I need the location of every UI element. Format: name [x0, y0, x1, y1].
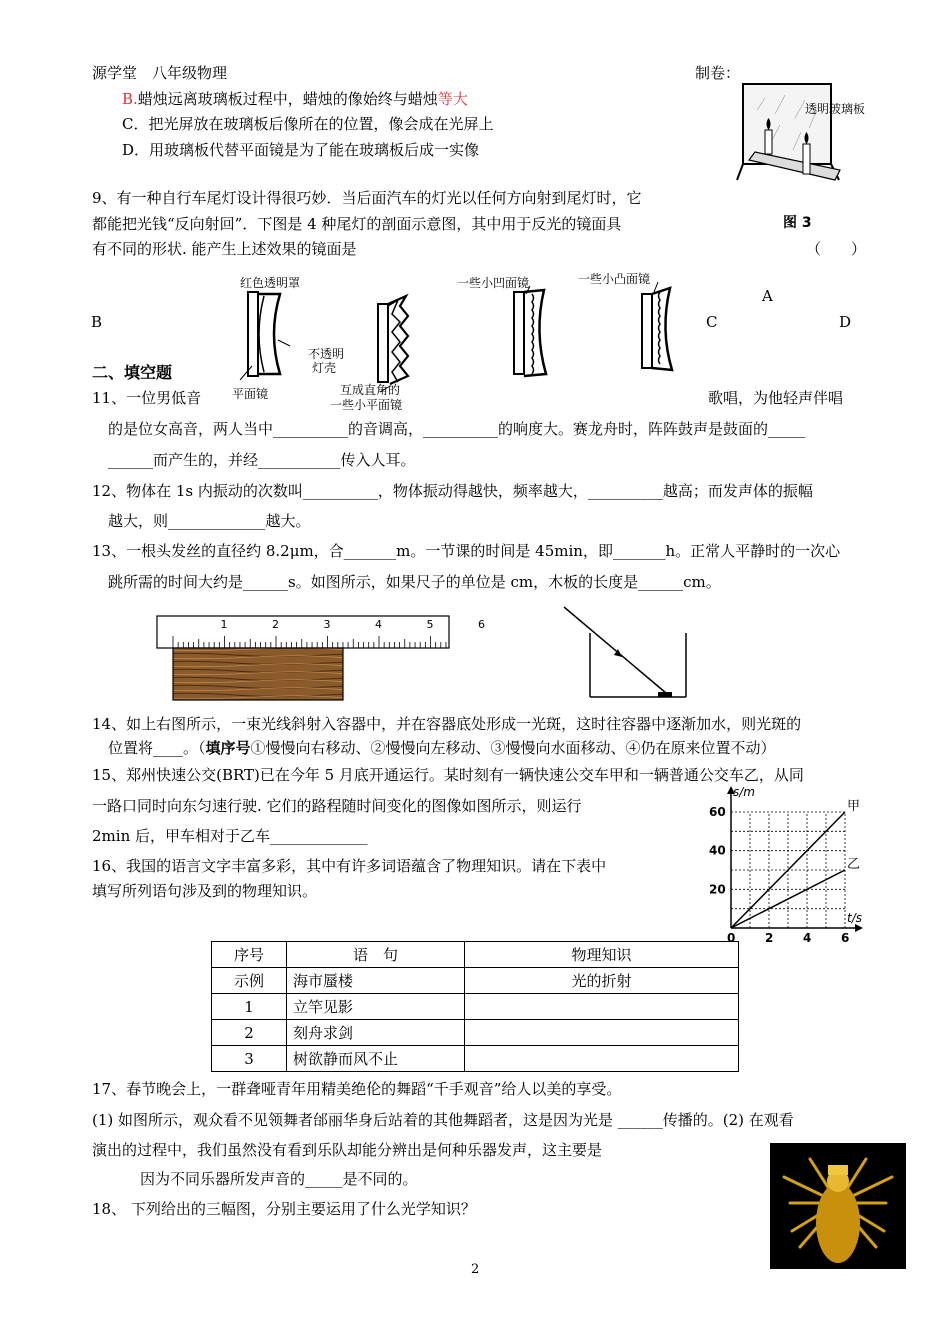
ruler-tick-label: 1: [220, 618, 228, 631]
x-tick-label: 0: [727, 931, 736, 945]
q11-line1a: 11、一位男低音: [92, 389, 202, 407]
row-sentence: 立竿见影: [287, 994, 465, 1020]
q13-line1: 13、一根头发丝的直径约 8.2μm，合_______m。一节课的时间是 45min，即_______h。正常人平静时的一次心: [92, 542, 841, 560]
row-index: 示例: [212, 968, 287, 994]
ruler-tick-label: 2: [272, 618, 279, 631]
option-d: D: [839, 313, 852, 331]
x-tick-label: 6: [841, 931, 850, 945]
glass-plate-label: 透明玻璃板: [805, 102, 866, 116]
y-tick-label: 40: [709, 843, 726, 858]
figure-3-caption: 图 3: [783, 215, 812, 231]
row-sentence: 树欲静而风不止: [287, 1046, 465, 1072]
glass-plate-figure: [735, 80, 865, 190]
q14-line2a: 位置将____。（: [108, 739, 206, 757]
thousand-hand-guanyin-photo: [770, 1143, 906, 1269]
q8-b-text: 蜡烛远离玻璃板过程中，蜡烛的像始终与蜡烛: [137, 90, 438, 108]
physics-knowledge-table: [211, 941, 739, 1072]
ruler-figure: [155, 612, 485, 704]
container-light-figure: [560, 605, 695, 700]
q17-line2: (1) 如图所示，观众看不见领舞者邰丽华身后站着的其他舞蹈者，这是因为光是 ______传播的。(2) 在观看: [92, 1111, 794, 1129]
row-index: 2: [212, 1020, 287, 1046]
q15-line1: 15、郑州快速公交(BRT)已在今年 5 月底开通运行。某时刻有一辆快速公交车甲和一辆普通公交车乙，从同: [92, 766, 804, 784]
row-index: 1: [212, 994, 287, 1020]
q8-b-red: 等大: [437, 90, 468, 108]
q14-line2c: ①慢慢向右移动、②慢慢向左移动、③慢慢向水面移动、④仍在原来位置不动）: [250, 739, 776, 757]
series-label: 甲: [847, 799, 861, 814]
ruler-tick-label: 6: [478, 618, 485, 631]
ruler-tick-label: 4: [375, 618, 382, 631]
tail-light-diagrams: [230, 270, 690, 410]
row-index: 3: [212, 1046, 287, 1072]
table-row: [212, 994, 739, 1020]
q8-option-b: [122, 88, 468, 109]
q17-line3: 演出的过程中，我们虽然没有看到乐队却能分辨出是何种乐器发声，这主要是: [92, 1141, 603, 1159]
page-number: 2: [471, 1262, 480, 1277]
series-label: 乙: [847, 857, 861, 872]
header-knowledge: 物理知识: [465, 942, 739, 968]
q9-line3: 有不同的形状. 能产生上述效果的镜面是: [92, 240, 357, 258]
y-tick-label: 20: [709, 882, 726, 897]
header-index: 序号: [212, 942, 287, 968]
x-tick-label: 2: [765, 931, 774, 945]
q12-line2: 越大，则_____________越大。: [108, 512, 311, 530]
q17-line4: 因为不同乐器所发声音的_____是不同的。: [140, 1170, 418, 1188]
table-header-row: [212, 942, 739, 968]
y-axis-label: s/m: [733, 785, 755, 799]
row-knowledge[interactable]: [465, 1046, 739, 1072]
ruler-tick-label: 5: [426, 618, 434, 631]
q18-line1: 18、 下列给出的三幅图，分别主要运用了什么光学知识？: [92, 1200, 476, 1218]
q8-b-label: B.: [122, 90, 138, 108]
q9-line1: 9、有一种自行车尾灯设计得很巧妙．当后面汽车的灯光以任何方向射到尾灯时，它: [92, 189, 642, 207]
row-knowledge[interactable]: [465, 994, 739, 1020]
chart-axis-labels: [709, 785, 862, 945]
table-row: [212, 1046, 739, 1072]
q9-answer-paren: （ ）: [806, 240, 867, 258]
q15-line3: 2min 后，甲车相对于乙车_____________: [92, 827, 368, 845]
table-row: [212, 968, 739, 994]
q9-line2: 都能把光钱“反向射回”．下图是 4 种尾灯的剖面示意图，其中用于反光的镜面具: [92, 215, 622, 233]
q14-line2: [108, 737, 776, 758]
table-row: [212, 1020, 739, 1046]
ruler-tick-label: 3: [323, 618, 331, 631]
section-title-fill-blank: 二、填空题: [92, 363, 173, 382]
q17-line1: 17、春节晚会上，一群聋哑青年用精美绝伦的舞蹈“千手观音”给人以美的享受。: [92, 1080, 622, 1098]
row-sentence: 海市蜃楼: [287, 968, 465, 994]
q14-line2b: 填序号: [205, 739, 251, 757]
q11-line1b: 歌唱，为他轻声伴唱: [708, 389, 844, 407]
q12-line1: 12、物体在 1s 内振动的次数叫__________，物体振动得越快，频率越大，__________越高；而发声体的振幅: [92, 482, 813, 500]
header-sentence: 语 句: [287, 942, 465, 968]
label-red-cover: 红色透明罩: [240, 276, 301, 290]
row-knowledge[interactable]: [465, 1020, 739, 1046]
q8-option-c: C．把光屏放在玻璃板后像所在的位置，像会成在光屏上: [122, 115, 494, 133]
q8-option-d: D．用玻璃板代替平面镜是为了能在玻璃板后成一实像: [122, 141, 480, 159]
row-sentence: 刻舟求剑: [287, 1020, 465, 1046]
wooden-board: [173, 648, 343, 700]
row-knowledge: 光的折射: [465, 968, 739, 994]
q13-line2: 跳所需的时间大约是______s。如图所示，如果尺子的单位是 cm，木板的长度是______cm。: [108, 573, 721, 591]
header-right: 制卷：: [695, 64, 741, 82]
label-plane-mirror: 平面镜: [232, 387, 269, 401]
q16-line2: 填写所列语句涉及到的物理知识。: [92, 882, 318, 900]
label-convex: 一些小凸面镜: [578, 272, 651, 286]
q14-line1: 14、如上右图所示，一束光线斜射入容器中，并在容器底处形成一光斑，这时往容器中逐渐加水，则光斑的: [92, 715, 802, 733]
header-left: 源学堂 八年级物理: [92, 64, 228, 82]
y-tick-label: 60: [709, 805, 726, 819]
distance-time-chart: [695, 782, 875, 947]
option-a: A: [762, 287, 773, 305]
label-right-angle: 互成直角的: [340, 383, 401, 397]
q16-line1: 16、我国的语言文字丰富多彩，其中有许多词语蕴含了物理知识。请在下表中: [92, 857, 607, 875]
label-opaque-shell-2: 灯壳: [312, 361, 337, 375]
label-right-angle-2: 一些小平面镜: [330, 398, 403, 412]
x-tick-label: 4: [803, 931, 812, 945]
q11-line3: ______而产生的，并经___________传入人耳。: [108, 451, 416, 469]
q15-line2: 一路口同时向东匀速行驶. 它们的路程随时间变化的图像如图所示，则运行: [92, 797, 582, 815]
x-axis-label: t/s: [847, 911, 862, 925]
label-concave: 一些小凹面镜: [457, 276, 530, 290]
q11-line2: 的是位女高音，两人当中__________的音调高，__________的响度大。赛龙舟时，阵阵鼓声是鼓面的_____: [108, 420, 806, 438]
label-opaque-shell: 不透明: [308, 347, 345, 361]
option-c: C: [706, 313, 718, 331]
option-b: B: [91, 313, 103, 331]
